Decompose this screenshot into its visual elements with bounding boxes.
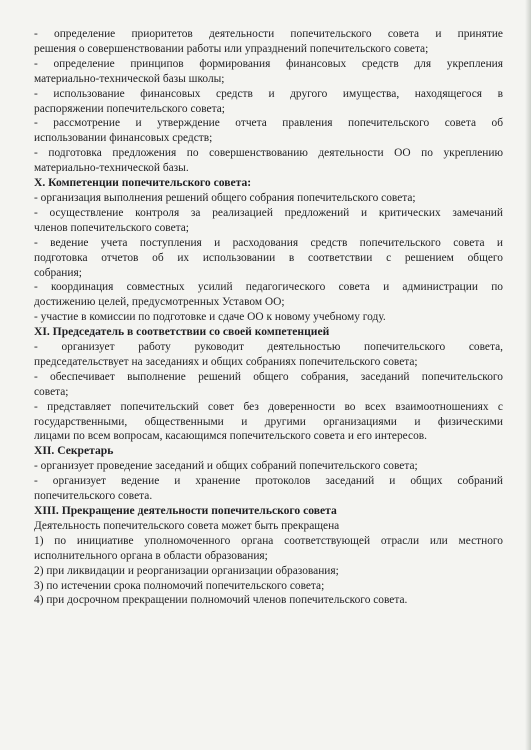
text-line: материально-технической базы школы; (34, 72, 225, 85)
paragraph (34, 534, 503, 564)
section-heading: X. Компетенции попечительского совета: (34, 176, 252, 190)
text-line: - организует работу руководит деятельностью попечительского совета, (34, 341, 503, 354)
text-line: государственными, общественными и другими организациями и физическими (34, 415, 503, 428)
paragraph (34, 310, 503, 325)
text-line: - представляет попечительский совет без доверенности во всех взаимоотношениях с (34, 400, 503, 413)
paragraph (34, 236, 503, 281)
paragraph (34, 474, 503, 504)
paragraph (34, 593, 503, 608)
text-line: - организация выполнения решений общего собрания попечительского совета; (34, 191, 416, 204)
text-line: - участие в комиссии по подготовке и сдаче ОО к новому учебному году. (34, 311, 386, 324)
text-line: председательствует на заседаниях и общих собраниях попечительского совета; (34, 355, 418, 368)
scan-edge-shadow (525, 0, 531, 750)
text-line: - подготовка предложения по совершенствованию деятельности ОО по укреплению (34, 147, 503, 160)
paragraph (34, 116, 503, 146)
text-line: - определение принципов формирования финансовых средств для укрепления (34, 57, 503, 70)
section-heading: XII. Секретарь (34, 444, 114, 458)
text-line: Деятельность попечительского совета может быть прекращена (34, 519, 340, 532)
paragraph (34, 146, 503, 176)
text-line: - организует ведение и хранение протоколов заседаний и общих собраний (34, 475, 503, 488)
text-line: - ведение учета поступления и расходования средств попечительского совета и (34, 236, 503, 249)
paragraph (34, 57, 503, 87)
paragraph (34, 564, 503, 579)
section-heading: XIII. Прекращение деятельности попечительского совета (34, 504, 337, 517)
text-line: членов попечительского совета; (34, 221, 189, 234)
paragraph (34, 400, 503, 445)
text-line: распоряжении попечительского совета; (34, 102, 225, 115)
text-line: - определение приоритетов деятельности попечительского совета и принятие (34, 28, 503, 40)
text-line: лицами по всем вопросам, касающимся попечительского совета и его интересов. (34, 430, 427, 443)
text-line: исполнительного органа в области образования; (34, 549, 268, 562)
text-line: - осуществление контроля за реализацией предложений и критических замечаний (34, 206, 503, 219)
text-line: материально-технической базы. (34, 162, 189, 175)
paragraph (34, 27, 503, 57)
text-line: попечительского совета. (34, 490, 153, 503)
text-line: подготовка отчетов об их использовании в соответствии с решением общего (34, 251, 503, 264)
text-line: собрания; (34, 266, 82, 279)
paragraph (34, 87, 503, 117)
text-line: - координация совместных усилий педагогического совета и администрации по (34, 281, 503, 294)
paragraph (34, 280, 503, 310)
text-line: использовании финансовых средств; (34, 132, 213, 145)
text-line: решения о совершенствовании работы или упразднений попечительского совета; (34, 42, 429, 55)
paragraph (34, 370, 503, 400)
text-line: 4) при досрочном прекращении полномочий членов попечительского совета. (34, 594, 408, 607)
paragraph (34, 579, 503, 594)
text-line: 2) при ликвидации и реорганизации организации образования; (34, 564, 339, 577)
text-line: - организует проведение заседаний и общих собраний попечительского совета; (34, 460, 418, 473)
text-line: 1) по инициативе уполномоченного органа соответствующей отрасли или местного (34, 534, 503, 547)
section-heading: XI. Председатель в соответствии со своей компетенцией (34, 325, 330, 339)
paragraph (34, 340, 503, 370)
text-line: - рассмотрение и утверждение отчета правления попечительского совета об (34, 117, 503, 130)
paragraph (34, 206, 503, 236)
paragraph (34, 519, 503, 534)
text-line: совета; (34, 385, 69, 398)
paragraph (34, 459, 503, 474)
document-body (34, 27, 503, 608)
text-line: 3) по истечении срока полномочий попечительского совета; (34, 579, 325, 592)
paragraph (34, 191, 503, 206)
text-line: - использование финансовых средств и другого имущества, находящегося в (34, 87, 503, 100)
text-line: достижению целей, предусмотренных Уставом ОО; (34, 296, 285, 309)
text-line: - обеспечивает выполнение решений общего собрания, заседаний попечительского (34, 370, 503, 383)
